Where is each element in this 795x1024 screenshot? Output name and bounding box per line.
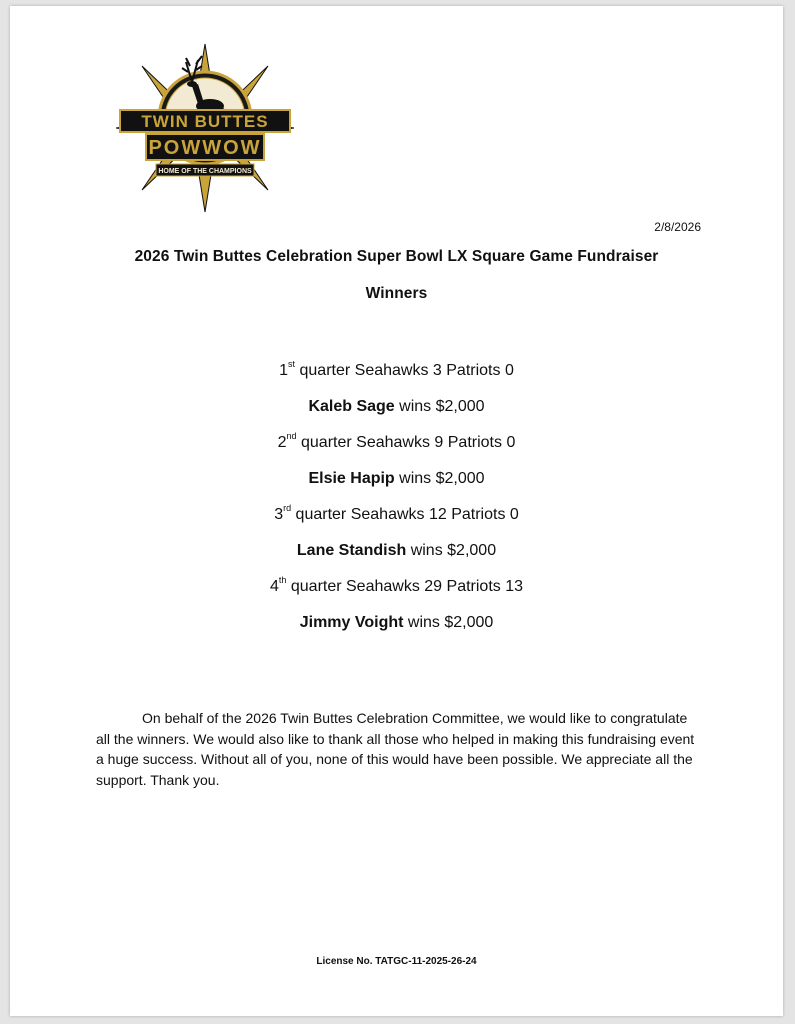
- document-date: 2/8/2026: [654, 220, 701, 234]
- svg-text:HOME OF THE CHAMPIONS: HOME OF THE CHAMPIONS: [158, 168, 252, 175]
- twin-buttes-powwow-logo: [106, 40, 304, 216]
- quarter-winner-1: Kaleb Sage wins $2,000: [308, 398, 485, 415]
- svg-text:TWIN BUTTES: TWIN BUTTES: [141, 112, 269, 131]
- quarter-winner-2: Elsie Hapip wins $2,000: [308, 470, 485, 487]
- document-title: 2026 Twin Buttes Celebration Super Bowl LX Square Game Fundraiser: [134, 248, 659, 265]
- document-subtitle: Winners: [365, 285, 428, 302]
- document-page: [10, 6, 783, 1016]
- quarter-winner-3: Lane Standish wins $2,000: [296, 542, 497, 559]
- quarter-score-1: 1st quarter Seahawks 3 Patriots 0: [279, 358, 514, 379]
- quarter-score-2: 2nd quarter Seahawks 9 Patriots 0: [277, 430, 516, 451]
- thank-you-paragraph: On behalf of the 2026 Twin Buttes Celebration Committee, we would like to congratulate all the winners. We would also like to thank all those who helped in making this fundraising event a huge success. Without all of you, none of this would have been possible. We appreciate all the support. Thank you.: [96, 710, 695, 788]
- svg-text:POWWOW: POWWOW: [148, 137, 262, 159]
- quarter-score-3: 3rd quarter Seahawks 12 Patriots 0: [274, 502, 519, 523]
- quarter-winner-4: Jimmy Voight wins $2,000: [299, 614, 494, 631]
- quarter-score-4: 4th quarter Seahawks 29 Patriots 13: [270, 574, 523, 595]
- results-list: [10, 356, 783, 644]
- license-number: License No. TATGC-11-2025-26-24: [316, 956, 477, 967]
